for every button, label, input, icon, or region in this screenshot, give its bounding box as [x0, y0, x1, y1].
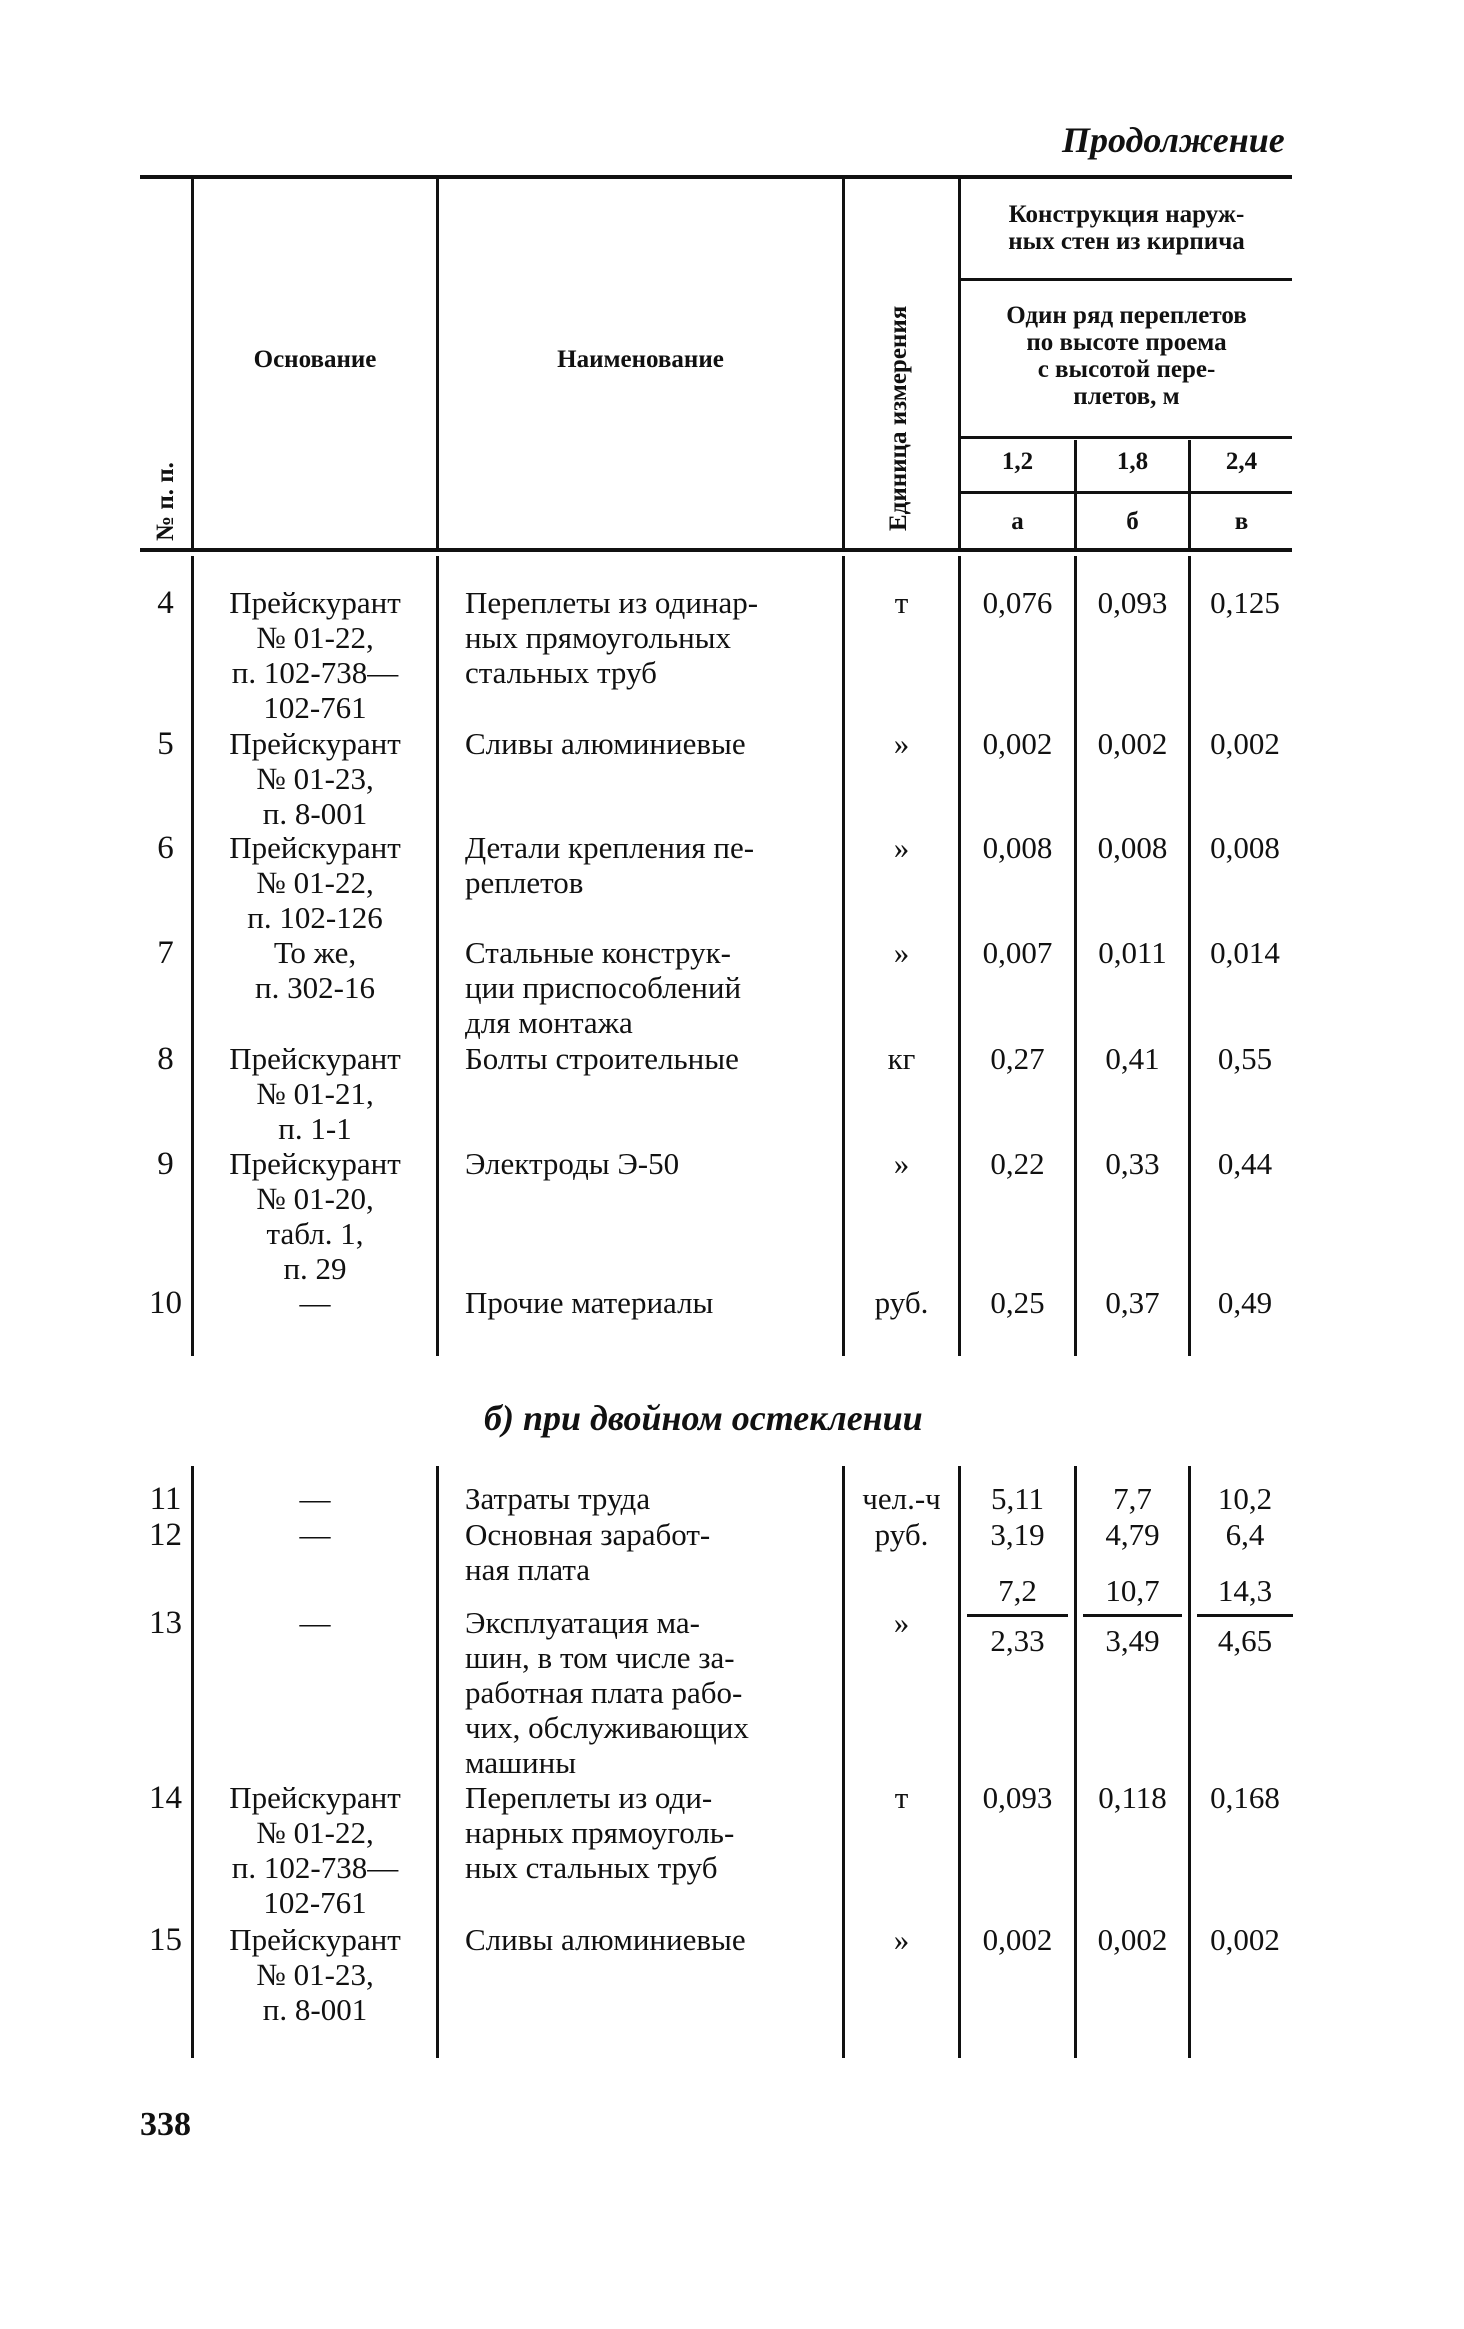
row-value-b: 0,093 [1097, 585, 1168, 620]
row-name: Переплеты из одинар- ных прямоугольных стальных труб [465, 585, 759, 690]
fraction-denominator: 4,65 [1217, 1623, 1273, 1658]
row-basis: Прейскурант № 01-20, табл. 1, п. 29 [229, 1146, 401, 1286]
fraction-numerator: 7,2 [998, 1573, 1037, 1608]
row-basis: — [299, 1285, 331, 1320]
row-name: Прочие материалы [465, 1285, 714, 1320]
row-fraction-a [961, 1573, 1074, 1658]
row-value-a: 0,002 [982, 726, 1053, 761]
row-name: Переплеты из оди- нарных прямоуголь- ных стальных труб [465, 1780, 735, 1885]
row-unit: т [894, 1780, 909, 1815]
row-basis: — [299, 1481, 331, 1516]
header-group-rule-3 [961, 491, 1292, 494]
row-value-c: 0,002 [1210, 726, 1280, 761]
row-number: 10 [149, 1285, 182, 1321]
page-number: 338 [140, 2106, 191, 2143]
row-number: 13 [149, 1605, 182, 1641]
row-name: Детали крепления пе- реплетов [465, 830, 755, 900]
row-value-a: 0,008 [982, 830, 1053, 865]
row-value-b: 0,011 [1098, 935, 1167, 970]
row-value-a: 0,076 [982, 585, 1053, 620]
header-height-2: 1,8 [1116, 448, 1149, 475]
row-number: 8 [157, 1041, 174, 1077]
row-value-a: 0,002 [982, 1922, 1053, 1957]
row-value-b: 0,118 [1098, 1780, 1167, 1815]
fraction-denominator: 2,33 [990, 1623, 1045, 1658]
row-value-b: 0,33 [1105, 1146, 1160, 1181]
row-basis: Прейскурант № 01-23, п. 8-001 [229, 726, 401, 831]
row-number: 4 [157, 585, 174, 621]
row-name: Болты строительные [465, 1041, 739, 1076]
row-value-c: 0,008 [1210, 830, 1280, 865]
row-basis: Прейскурант № 01-23, п. 8-001 [229, 1922, 401, 2027]
fraction-denominator: 3,49 [1105, 1623, 1160, 1658]
row-unit: т [894, 585, 909, 620]
header-bottom-rule [140, 548, 1292, 552]
row-value-b: 0,008 [1097, 830, 1168, 865]
fraction-numerator: 14,3 [1217, 1573, 1273, 1608]
row-value-b: 0,002 [1097, 726, 1168, 761]
row-value-a: 0,25 [990, 1285, 1045, 1320]
row-basis: Прейскурант № 01-21, п. 1-1 [229, 1041, 401, 1146]
row-name: Электроды Э-50 [465, 1146, 680, 1181]
row-value-a: 3,19 [990, 1517, 1045, 1552]
header-letter-b: б [1126, 508, 1139, 535]
row-basis: — [299, 1605, 331, 1640]
row-unit: руб. [874, 1517, 929, 1552]
header-group-rule-2 [961, 436, 1292, 439]
fraction-numerator: 10,7 [1105, 1573, 1160, 1608]
table-top-rule [140, 175, 1292, 179]
row-value-c: 0,168 [1210, 1780, 1280, 1815]
row-unit: » [893, 1605, 910, 1640]
header-basis: Основание [253, 346, 377, 373]
body-a-vline-2 [436, 556, 439, 1356]
row-value-b: 0,002 [1097, 1922, 1168, 1957]
header-height-3: 2,4 [1225, 448, 1258, 475]
row-value-c: 0,002 [1210, 1922, 1280, 1957]
row-number: 9 [157, 1146, 174, 1182]
row-value-c: 0,55 [1217, 1041, 1273, 1076]
section-title-double-glazing: б) при двойном остеклении [484, 1398, 923, 1438]
header-construction-group: Конструкция наруж- ных стен из кирпича [1008, 201, 1245, 255]
row-value-b: 7,7 [1113, 1481, 1152, 1516]
body-b-vline-2 [436, 1466, 439, 2058]
row-value-a: 0,007 [982, 935, 1053, 970]
row-value-b: 4,79 [1105, 1517, 1160, 1552]
row-value-a: 0,27 [990, 1041, 1045, 1076]
row-unit: чел.-ч [862, 1481, 941, 1516]
row-value-a: 5,11 [990, 1481, 1045, 1516]
header-letter-c: в [1234, 508, 1249, 535]
row-unit: руб. [874, 1285, 929, 1320]
row-basis: — [299, 1517, 331, 1552]
row-value-a: 0,093 [982, 1780, 1053, 1815]
row-number: 12 [149, 1517, 182, 1553]
row-name: Стальные конструк- ции приспособлений для монтажа [465, 935, 742, 1040]
fraction-bar [1083, 1614, 1182, 1617]
row-name: Затраты труда [465, 1481, 651, 1516]
fraction-bar [1197, 1614, 1293, 1617]
header-number-label: № п. п. [152, 462, 179, 541]
row-name: Основная заработ- ная плата [465, 1517, 711, 1587]
header-unit-cell [845, 179, 958, 548]
row-name: Сливы алюминиевые [465, 726, 746, 761]
row-value-c: 0,49 [1217, 1285, 1273, 1320]
row-unit: » [893, 726, 910, 761]
row-value-c: 0,44 [1217, 1146, 1273, 1181]
header-letter-a: а [1011, 508, 1024, 535]
row-number: 7 [157, 935, 174, 971]
row-basis: То же, п. 302-16 [255, 935, 375, 1005]
row-number: 6 [157, 830, 174, 866]
row-number: 5 [157, 726, 174, 762]
body-b-vline-5 [1074, 1466, 1077, 2058]
body-b-vline-6 [1188, 1466, 1191, 2058]
row-value-b: 0,41 [1105, 1041, 1160, 1076]
row-basis: Прейскурант № 01-22, п. 102-738— 102-761 [229, 585, 401, 725]
header-group-rule-1 [961, 278, 1292, 281]
body-b-vline-3 [842, 1466, 845, 2058]
row-value-c: 10,2 [1217, 1481, 1273, 1516]
row-value-c: 0,125 [1210, 585, 1280, 620]
row-value-b: 0,37 [1105, 1285, 1160, 1320]
row-basis: Прейскурант № 01-22, п. 102-738— 102-761 [229, 1780, 401, 1920]
row-number: 15 [149, 1922, 182, 1958]
row-unit: » [893, 830, 910, 865]
row-unit: » [893, 1146, 910, 1181]
header-name: Наименование [557, 346, 724, 373]
fraction-bar [967, 1614, 1068, 1617]
row-name: Эксплуатация ма- шин, в том числе за- работная плата рабо- чих, обслуживающих машины [465, 1605, 749, 1780]
header-window-row-group: Один ряд переплетов по высоте проема с высотой пере- плетов, м [1006, 302, 1247, 410]
row-fraction-c [1191, 1573, 1299, 1658]
row-value-a: 0,22 [990, 1146, 1045, 1181]
row-number: 14 [149, 1780, 182, 1816]
row-value-c: 0,014 [1210, 935, 1280, 970]
row-basis: Прейскурант № 01-22, п. 102-126 [229, 830, 401, 935]
header-number-cell [140, 179, 191, 548]
row-number: 11 [149, 1481, 182, 1517]
row-value-c: 6,4 [1225, 1517, 1265, 1552]
continuation-caption: Продолжение [1062, 120, 1285, 160]
row-unit: кг [887, 1041, 916, 1076]
row-fraction-b [1077, 1573, 1188, 1658]
row-unit: » [893, 1922, 910, 1957]
header-height-1: 1,2 [1001, 448, 1034, 475]
row-name: Сливы алюминиевые [465, 1922, 746, 1957]
row-unit: » [893, 935, 910, 970]
header-unit-label: Единица измерения [885, 305, 912, 531]
body-b-vline-4 [958, 1466, 961, 2058]
